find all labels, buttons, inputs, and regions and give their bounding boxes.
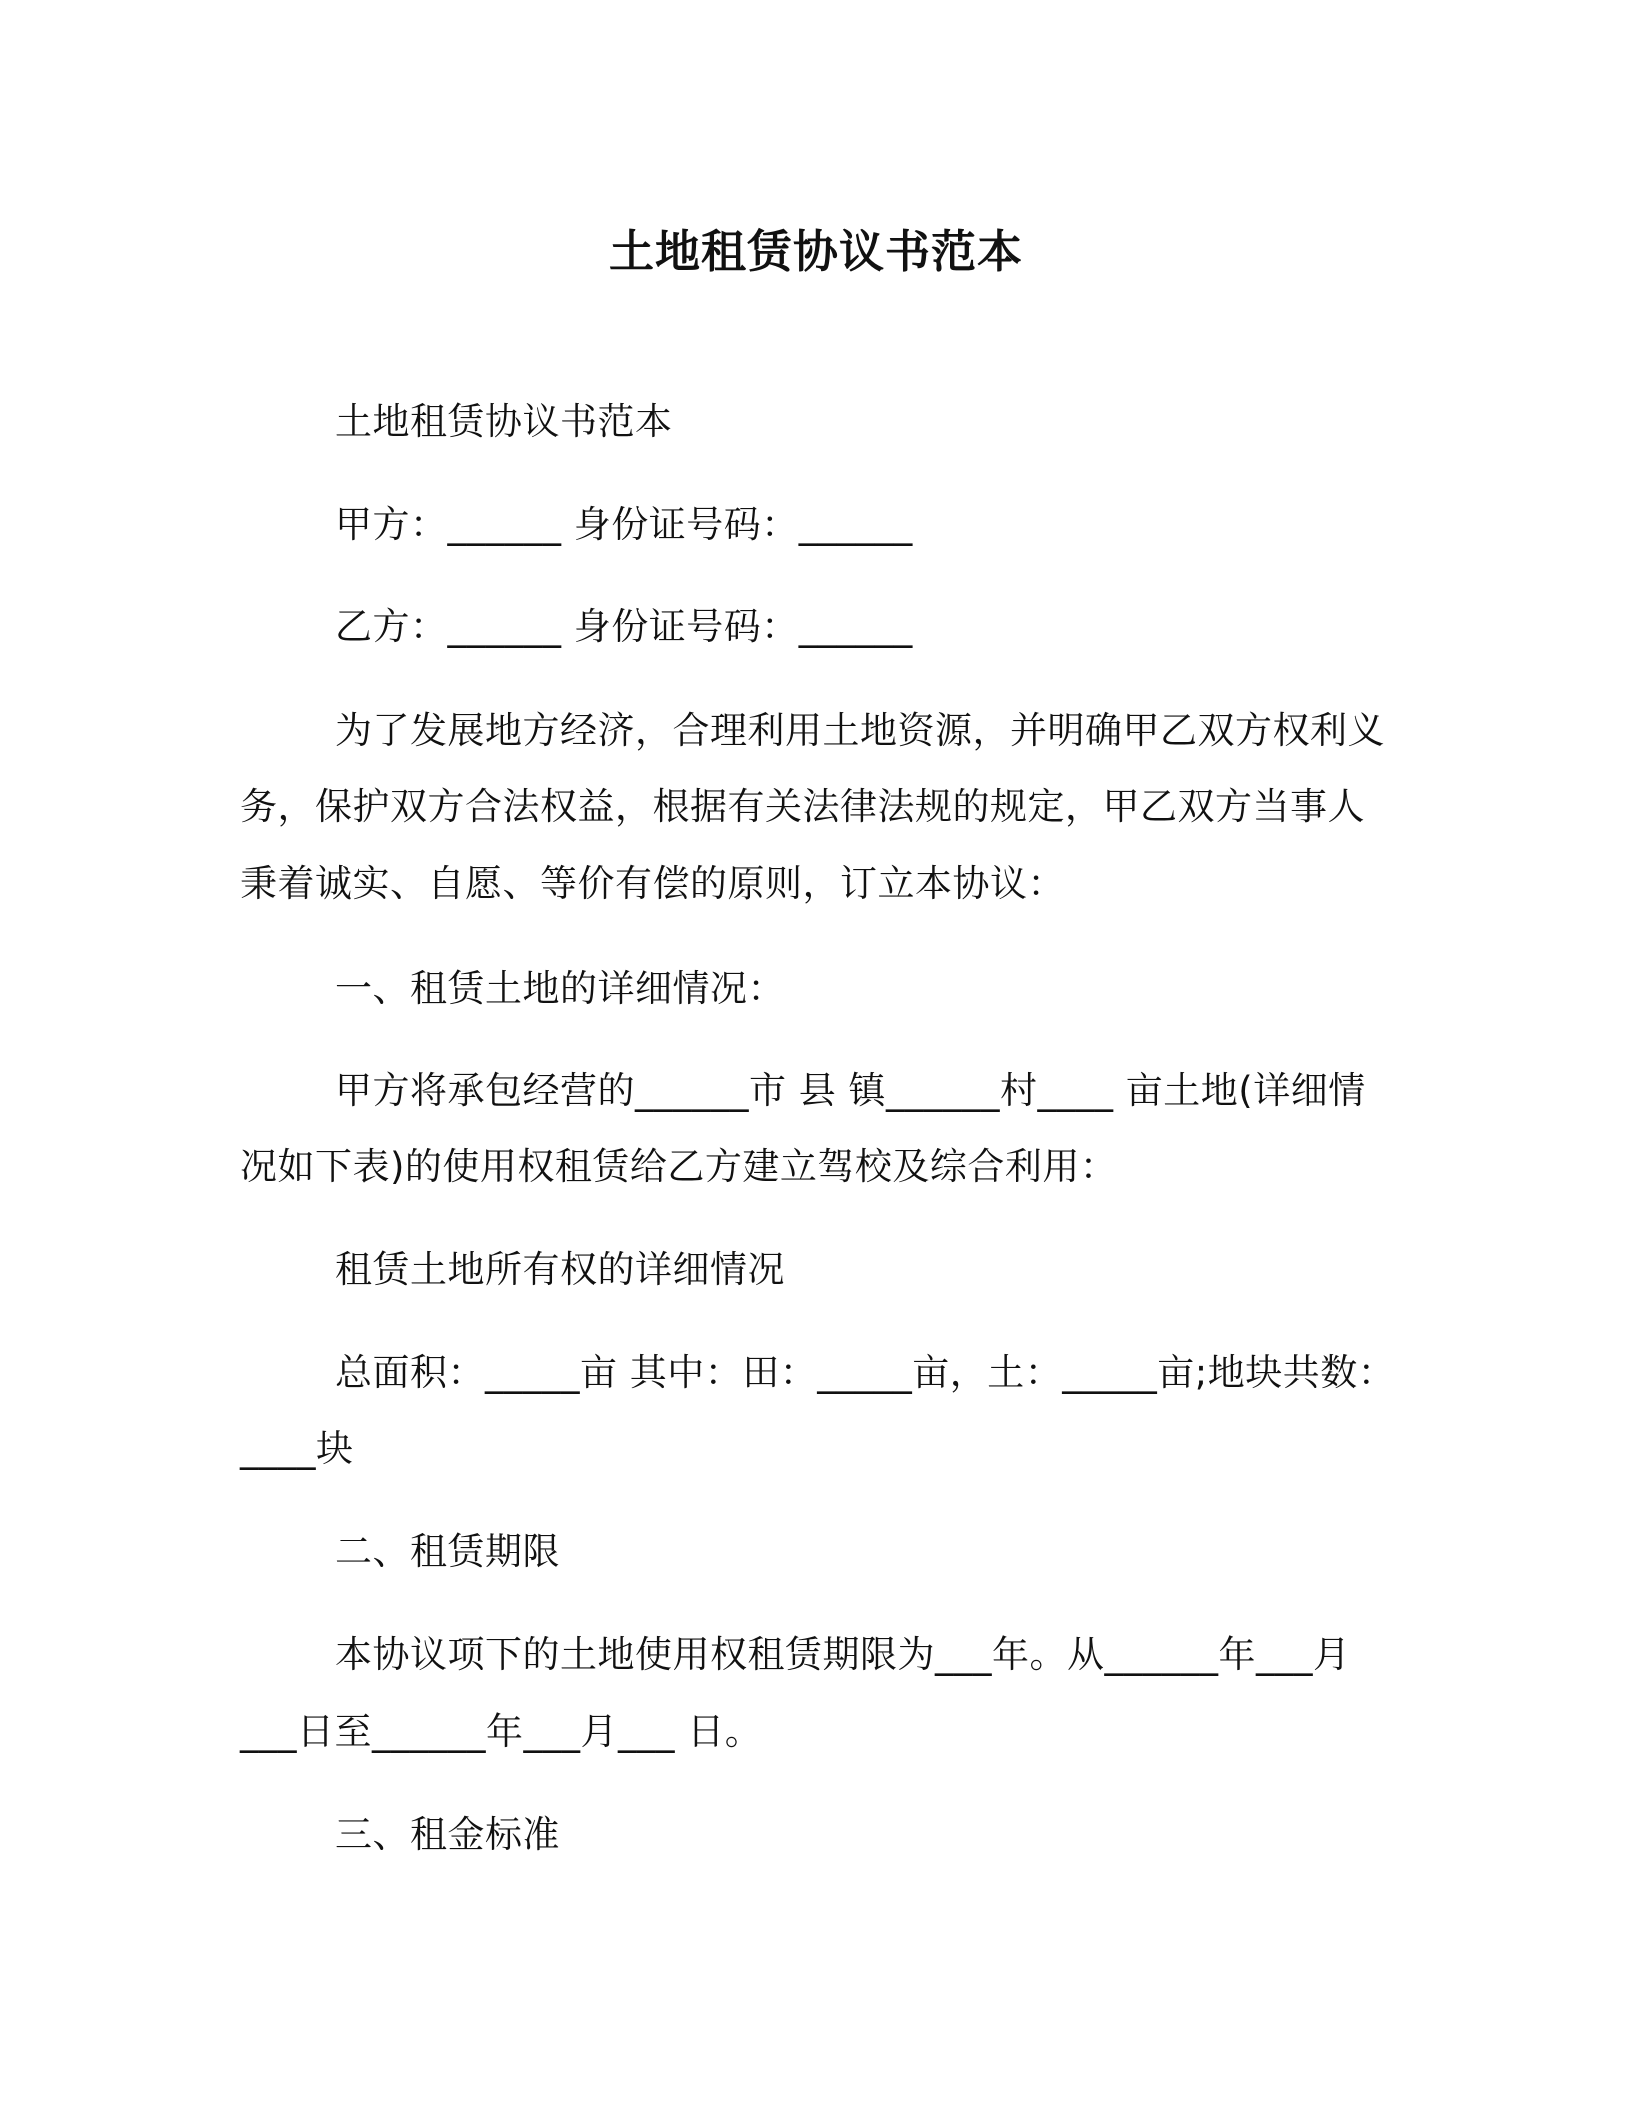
- party-a-line: 甲方：______ 身份证号码：______: [335, 503, 913, 546]
- land-desc-line-2: 况如下表)的使用权租赁给乙方建立驾校及综合利用：: [240, 1145, 1118, 1188]
- term-line-2: ___日至______年___月___ 日。: [240, 1710, 763, 1753]
- party-b-line: 乙方：______ 身份证号码：______: [335, 605, 913, 648]
- area-line-1: 总面积：_____亩 其中：田：_____亩，土：_____亩;地块共数：: [335, 1351, 1396, 1394]
- preamble-line-3: 秉着诚实、自愿、等价有偿的原则，订立本协议：: [240, 862, 1065, 905]
- area-line-2: ____块: [240, 1427, 354, 1470]
- ownership-heading: 租赁土地所有权的详细情况: [335, 1248, 785, 1291]
- preamble-line-1: 为了发展地方经济，合理利用土地资源，并明确甲乙双方权利义: [335, 709, 1385, 752]
- document-title: 土地租赁协议书范本: [608, 225, 1023, 278]
- preamble-line-2: 务，保护双方合法权益，根据有关法律法规的规定，甲乙双方当事人: [240, 785, 1365, 828]
- subtitle-line: 土地租赁协议书范本: [335, 400, 673, 443]
- section-2-heading: 二、租赁期限: [335, 1530, 560, 1573]
- section-1-heading: 一、租赁土地的详细情况：: [335, 967, 785, 1010]
- section-3-heading: 三、租金标准: [335, 1813, 560, 1856]
- land-desc-line-1: 甲方将承包经营的______市 县 镇______村____ 亩土地(详细情: [335, 1069, 1366, 1112]
- term-line-1: 本协议项下的土地使用权租赁期限为___年。从______年___月: [335, 1633, 1351, 1676]
